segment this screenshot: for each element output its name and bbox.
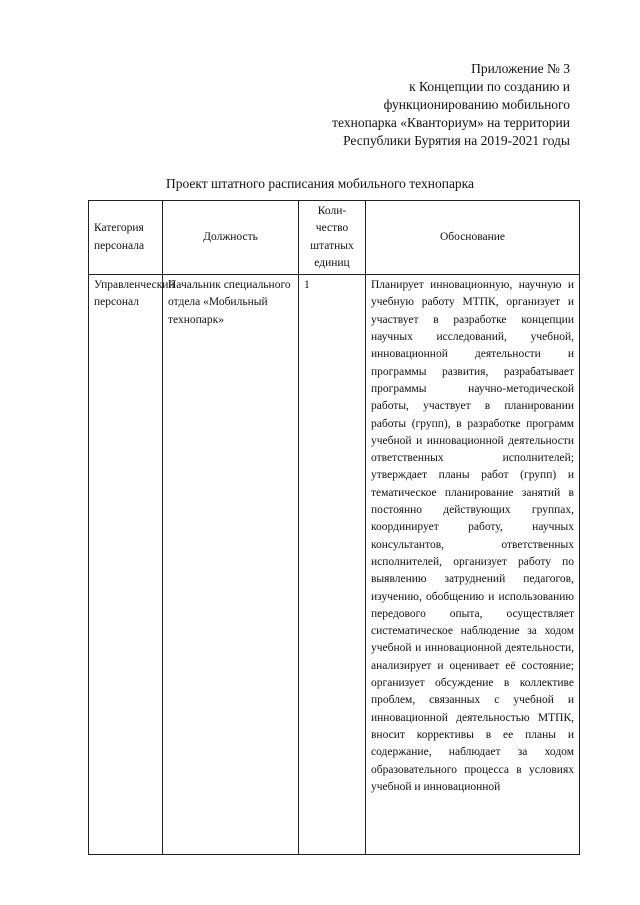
header-count: Коли-чество штатных единиц <box>299 201 366 275</box>
table-row <box>89 275 580 855</box>
cell-position: Начальник специального отдела «Мобильный технопарк» <box>163 275 299 855</box>
table-header-row <box>89 201 580 275</box>
cell-basis: Планирует инновационную, научную и учебную работу МТПК, организует и участвует в разработке концепции научных исследований, учебной, инновационной деятельности и программы развития, разрабатывает программы научно-методической работы, участвует в планировании работы (групп), в разработке программ учебной и инновационной деятельности ответственных исполнителей; утверждает планы работ (групп) и тематическое планирование занятий в постоянно действующих группах, координирует работу, научных консультантов, ответственных исполнителей, организует работу по выявлению затруднений педагогов, изучению, обобщению и использованию передового опыта, осуществляет систематическое наблюдение за ходом учебной и инновационной деятельности, анализирует и оценивает её состояние; организует обсуждение в коллективе проблем, связанных с учебной и инновационной деятельностью МТПК, вносит коррективы в ее планы и содержание, наблюдает за ходом образовательного процесса в условиях учебной и инновационной <box>366 275 580 855</box>
appendix-line: функционированию мобильного <box>383 97 570 112</box>
header-category: Категория персонала <box>89 201 163 275</box>
appendix-line: Приложение № 3 <box>471 61 570 76</box>
appendix-line: Республики Бурятия на 2019-2021 годы <box>343 133 570 148</box>
header-position: Должность <box>163 201 299 275</box>
appendix-header <box>332 60 570 150</box>
cell-category: Управленческий персонал <box>89 275 163 855</box>
appendix-line: к Концепции по созданию и <box>409 79 570 94</box>
staffing-table <box>88 200 580 855</box>
appendix-line: технопарка «Кванториум» на территории <box>332 115 570 130</box>
header-basis: Обоснование <box>366 201 580 275</box>
document-title: Проект штатного расписания мобильного технопарка <box>165 176 475 191</box>
cell-count: 1 <box>299 275 366 855</box>
